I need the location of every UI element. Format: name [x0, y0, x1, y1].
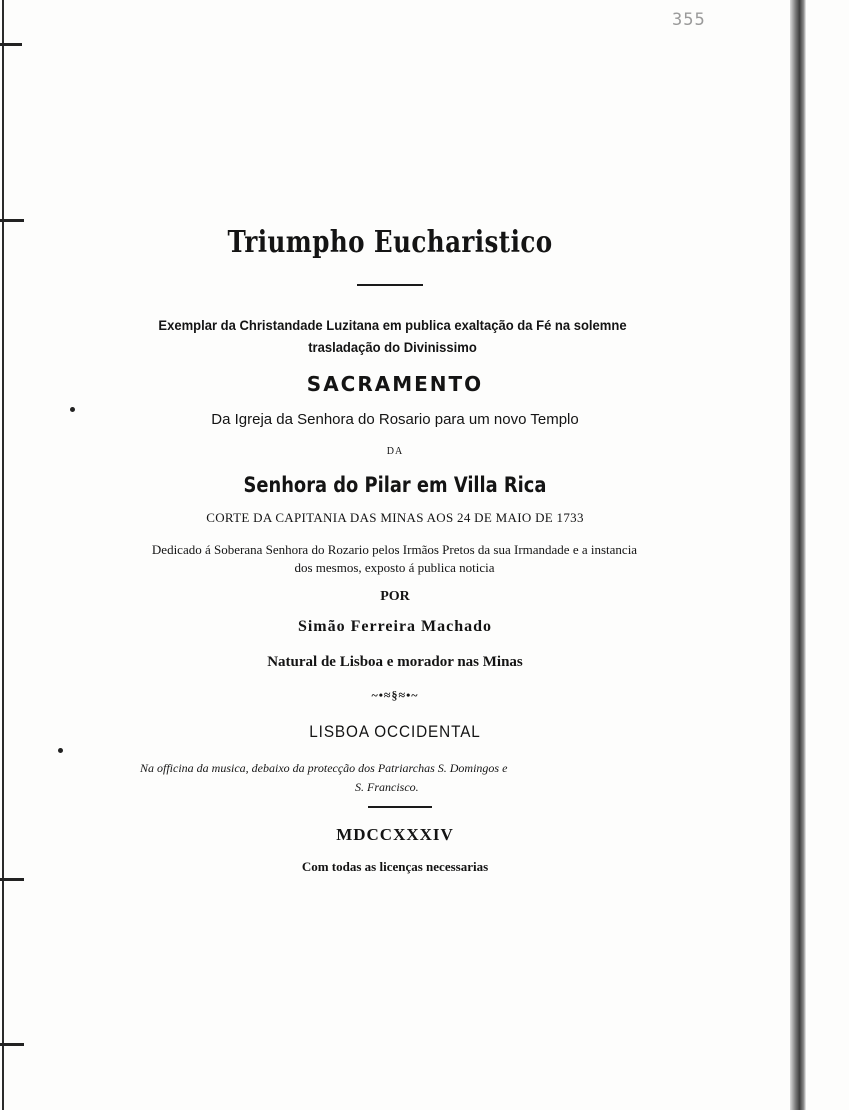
- por-line: POR: [380, 589, 410, 604]
- page-title: Triumpho Eucharistico: [227, 225, 553, 260]
- ornament: ~•≈§≈•~: [371, 688, 419, 702]
- senhora-heading: Senhora do Pilar em Villa Rica: [243, 473, 547, 497]
- imprint-city: LISBOA OCCIDENTAL: [309, 722, 481, 741]
- sacramento-heading: SACRAMENTO: [306, 372, 484, 396]
- binding-edge: [2, 0, 4, 1110]
- igreja-line: Da Igreja da Senhora do Rosario para um novo Templo: [211, 411, 579, 428]
- margin-mark: [0, 1043, 24, 1046]
- dedication: Dedicado á Soberana Senhora do Rozario pelos Irmãos Pretos da sua Irmandade e a instancia dos mesmos, exposto á publica noticia: [151, 542, 638, 575]
- margin-mark: [0, 219, 24, 222]
- printer-info-line2: S. Francisco.: [355, 780, 419, 794]
- printer-info-line1: Na officina da musica, debaixo da protecção dos Patriarchas S. Domingos e: [140, 761, 508, 775]
- imprint-rule: [368, 806, 432, 808]
- margin-mark: [0, 43, 22, 46]
- author-origin: Natural de Lisboa e morador nas Minas: [267, 654, 523, 670]
- author-name: Simão Ferreira Machado: [297, 618, 493, 635]
- licences-note: Com todas as licenças necessarias: [301, 859, 489, 874]
- corte-line: CORTE DA CAPITANIA DAS MINAS AOS 24 DE MAIO DE 1733: [206, 510, 584, 525]
- ink-speck: [58, 748, 63, 753]
- margin-mark: [0, 878, 24, 881]
- page-number-stamp: 355: [672, 10, 706, 30]
- page-fold-shadow: [790, 0, 806, 1110]
- printer-info: [140, 759, 655, 797]
- title-rule: [357, 284, 423, 286]
- da-line: DA: [386, 446, 404, 457]
- publication-year: MDCCXXXIV: [336, 825, 454, 844]
- subtitle: Exemplar da Christandade Luzitana em publica exaltação da Fé na solemne trasladação do Divinissimo: [158, 317, 627, 355]
